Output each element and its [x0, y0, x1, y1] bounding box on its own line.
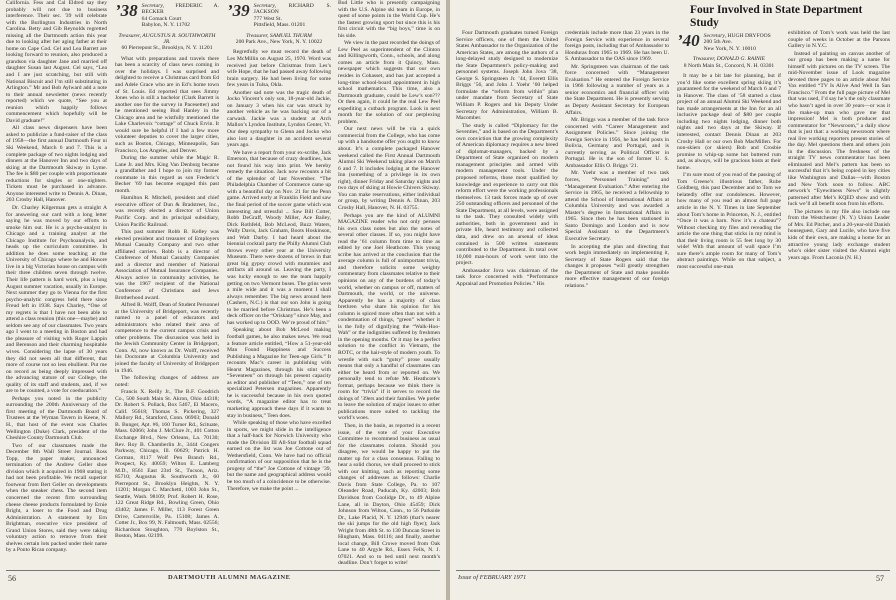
paragraph: The study is called “Diplomacy for the Seventies,” and is based on the Department’s own conviction that the growing complexity of American diplomacy requires a new breed of diplomat-managers, backed by a Department of State organized on modern management principles and armed with modern management tools. Under the proposed reforms, those most qualified by knowledge and experience to carry out this reform effort were the working professionals themselves. 13 task forces made up of over 250 outstanding officers and personnel of the State Department, at all levels, were assigned to the task. They consulted widely with authorities, both in government and in private life, heard testimony and collected data, and drew on an arsenal of ideas contained in 500 written statements contributed to the Department. In total over 10,000 man-hours of work went into the project.: [456, 122, 558, 267]
paragraph: Regretfully we must record the death of Les McMillin on August 25, 1970. Word was received just before Christmas from Les’s wife Hope, that he had passed away following brain surgery. He had been living for some few years in Tulsa, Okla.: [227, 49, 331, 89]
paragraph: The pictures in my file also include one from the Westchester (N. Y.) Union Leader of Mrs. Ed Pitcher, and a 20-year-old Danish houseguest, Gary and Lucile, who have five kids of their own, are making a home for an attractive young lady exchange student who’s older sister visited the Alumni eight years ago. From Laconia (N. H.): [788, 208, 890, 261]
secretary-info: Secretary, FREDERIC A. BECKER 64 Comack Court Babylon, N. Y. 11702: [141, 3, 219, 29]
class-header-40: [677, 33, 781, 52]
issue-date: Issue of FEBRUARY 1971: [458, 574, 527, 581]
page-number: 56: [8, 574, 16, 583]
paragraph: Ambassador Jova was chairman of the task force concerned with “Performance Appraisal and Promotion Policies.” His: [456, 267, 558, 287]
page-number: 57: [876, 574, 884, 583]
paragraph: Another sad note was the tragic death of Jocko Vincent’s only son, 18-year-old Jackie, on January 3 when his car was struck by another vehicle as he was backing out of a carwash. Jackie was a student at Arch Mallon’s Lyndon Institute, Lyndon Center, Vt. Our deep sympathy to Glenn and Jocko who also lost a daughter in an accident several years ago.: [227, 89, 331, 149]
paragraph: Dr. Charley Kilgerman gets a straight A for answering our card with a long letter saying he was moved by our efforts to smoke him out. He is a psycho-analyst in Chicago and a training analyst at the Chicago Institute for Psychoanalysis, and heads up the curriculum committee. In addition he does some teaching at the University of Chicago where he and Honore live in a big Victorian house on campus with their three children seven through twelve. Their life pattern is hard work, plus a long August summer vacation, usually in Europe. Next summer they go to Vienna for the first psycho-analytic congress held there since Freud left in 1938. Says Charley, “One of my regrets is that I have not been able to attend a class reunion (this one—maybe) and seldom see any of our classmates. Two years ago I went to a meeting in Boston and had the pleasure of visiting with Roger Lappin and Berenson and their charming hospitable wives. Considering the lapse of 30 years they did not seem all that different, that more of course not so less ebullient. Put me on record as being deeply impressed with the advancing stature of our College, the quality of its staff and students, and, if we are to be counted, a vote for coeducation.”: [6, 204, 107, 395]
paragraph: Mr. Briggs was a member of the task force concerned with “Career Management and Assignment Policies.” Since joining the Foreign Service in 1956, he has held posts in Bolivia, Germany and Portugal, and is currently serving as Political Officer in Portugal. He is the son of former U. S. Ambassador Ellis O. Briggs ’21.: [565, 117, 669, 169]
paragraph: Perhaps you are the kind of ALUMNI MAGAZINE reader who not only peruses his own class notes but also the notes of several other classes. If so, you might have read the ’61 column from time to time as edited by one Joel Heathcote. This young scribe has arrived at the conclusion that the average column is full of unimportant trivia, and therefore solicits some weighty commentary from classmates relative to their opinions on any of the burdens of today’s world, whether on campus or off, matters of Dartmouth, the world, or the universe. Apparently he has a majority of class brethren who share his opinion for his column is spiced more often than not with a condemnation of things, “green” whether it is the folly of dignifying the “Walk-Hoo-Wah” or the indignities suffered by freshmen in the opening months. Or it may be a perfect solution to the conflict in Vietnam, the ROTC, or the hair-style of modern youth. To wrestle with such “gutsy” prose usually means that only a handful of classmates can either be heard from or reported on. We personally tend to refute Mr. Heathcote’s format, perhaps because we think there is room for “trivia” if it serves to record the doings of ’39ers and their families. We prefer to leave the solution of major issues to other publications more suited to tackling the world’s woes.: [338, 212, 440, 422]
right-column-4: [788, 30, 890, 568]
treasurer-info: Treasurer, AUGUSTUS R. SOUTHWORTH JR. 60 Pierrepont St., Brooklyn, N. Y. 11201: [118, 32, 216, 52]
paragraph: Then, in the basin, as reported in a recent issue, of the vote of your Executive Committee to recommend business as usual for the classmates column. Should you disagree, we would be happy to put the matter up for a class consensus. Failing to hear a solid chorus, we shall proceed to stick with our knitting, such as reporting some changes of addresses as follows: Charlie Davis from State College, Pa. to 107 Oleander Road, Paducah, Ky. 42003; Bob Davidson from Coolidge Dr., to 49 Alpine Lane, all in Dayton, Ohio 45459; Dick Johnson from Wilton, Conn., to 56 Parkside Dr., Lake Placid, N. Y. 12946 (that’s nearer the ski jumps for the old high flyer); Jack Wright from 48th St. to 130 Duncan Street in Hingham, Mass. 04116; and finally, another local change, Bill Crowe moved from Oak Lane to 40 Argyle Rd., Essex Fells, N. J. 07021. And so to bed until next month’s deadline. Don’t forget to write!: [338, 423, 440, 567]
secretary-info: Secretary, HUGH DRYFOOS 200 5th Ave. New York, N. Y. 10010: [703, 33, 771, 52]
paragraph: Perhaps you noted in the publicity surrounding the 200th Anniversary of the first meeting of the Dartmouth Board of Trustees at the Wyman Tavern in Keene, N. H., that host of the event was Charles Wellington (Duke) Clark, president of the Cheshire County Dartmouth Club.: [6, 395, 107, 442]
magazine-name: DARTMOUTH ALUMNI MAGAZINE: [168, 574, 291, 581]
paragraph: During the summer while the Magic R. Lane Jr. and Mrs. King Van Denburg became a grandfather and I hope to join my former roommate in this regard as son Frederic’s Becker ’69 has become engaged this past month.: [115, 155, 219, 194]
class-year: ’40: [677, 31, 700, 50]
paragraph: Instead of painting on canvas another of our group has been making a name for himself with pictures on the TV screen. The mid-November issue of Look magazine devoted three pages to an article about Mel Vax entitled “TV Is Alive And Well In San Francisco.” From the full page picture of Mel that was used, I’d say he’s the only classmate who hasn’t aged in over 30 years—or was it the make-up man who gave me that impression! Mel is both producer and commentator for “Newsroom,” a daily show that is just that: a working newsroom where real live working reporters present stories of the day. Mel questions them and others join in the discussion. The freshness of the straight TV news commentator has been eliminated and Mel’s pattern has been so successful that it’s being copied in key cities like Washington and Dallas—with Boston and New York soon to follow. ABC network’s “Eyewitness News” is slightly patterned after Mel’s KQED show and with luck we’ll all benefit soon from his efforts.: [788, 50, 890, 208]
left-column-4: [338, 0, 440, 568]
right-page: [450, 0, 896, 600]
paragraph: What with preparations and travels there has been a scarcity of class news coming in over the holidays. I was surprised and delighted to receive a Christmas card from Ed and Adele Grace who are in Ed’s home town of St. Louis. Ed reported that sees Jimmy Jones who is still a bachelor (Clark Barrett is another one for the survey in Pacesetter) and he mentioned seeing Bud Hanley in the Chicago area and he wistfully mentioned the Lake Charlevoix “cottage” of Chuck Ervin. It would sure be helpful if I had a few more volunteer deputies to cover the larger cities, such as Boston, Chicago, Minneapolis, San Francisco, Los Angeles, and Denver.: [115, 55, 219, 154]
paragraph: I’m sure most of you read of the passing of Tom Greene’s illustrious father, Rube Goldberg, this past December and to Tom we belatedly offer our condolences. However, how many of you read an almost full page article in the N. Y. Times in late September about Tom’s home in Princeton, N. J., entitled “Once it was a barn. Now it’s a chateau”? Without checking my files and rereading the article the one thing that sticks in my mind is that their living room is 55 feet long by 30 wide! With that amount of wall space I’m sure there’s ample room for many of Tom’s abstract paintings. While on that subject, a most successful one-man: [677, 172, 781, 270]
paragraph: Alfred R. Wolff, Dean of Student Personnel at the University of Bridgeport, was recently named to a panel of educators and administrators who related their area of competence to the current campus crisis and other problems. The discussion was held in the Jewish Community Center in Bridgeport, Conn. Al, now known as Dr. Wolff, received his Doctorate at Columbia University and joined the faculty of University of Bridgeport in 1946.: [115, 302, 219, 374]
paragraph: This past summer Robb B. Kelley was elected president and treasurer of Employers Mutual Casualty Company and two other affiliated carriers. Robb is a director of Conference of Mutual Casualty Companies and a director and member of National Association of Mutual Insurance Companies. Always active in community activities, he was the 1967 recipient of the National Conference of Christians and Jews Brotherhood award.: [115, 229, 219, 301]
paragraph: Two of our classmates made the December 8th Wall Street Journal. Ross Topp, the paper maker, announced termination of the Andrew Geller shoe division which it acquired in 1968 stating it had not been profitable. We recall superior footwear from Bert Geller on developments when the sneaker chess. The second item concerned the recent firm surrounding cheese cheese products formulated by Ernie Bright, a loser to the Food and Drug Administration. A statement by Ern Brightman, executive vice president of Grand Union Stores, said they were taking voluntary action to remove from their shelves certain lots packed under their name by a Ponto Rican company.: [6, 442, 107, 554]
paragraph: All class news dispensers have been asked to publicize a fund-raiser of the class of 1958—the first annual Dartmouth Four ni Ski Weekend, March 6 and 7. This is a complete package of two nights lodging and dinners at the Hanover Inn and two days of skiing at the Dartmouth Skiway in Lyme. The fee is $80 per couple with proportionate reductions for singles or one-nighters. Tickets must be purchased in advance. Anyone interested write to Dennis A. Dinan, 203 Crosby Hall, Hanover.: [6, 125, 107, 204]
treasurer-info: Treasurer, DONALD G. RAINIE 8 North Main St., Concord, N. H. 03301: [683, 56, 775, 69]
class-year: ’39: [227, 1, 250, 20]
paragraph: Mr. Yoehr was a member of two task forces, “Personnel Training” and “Management Evaluation.” After entering the Service in 1965, he received a fellowship to attend the School of International Affairs at Columbia University and was awarded a Master’s degree in International Affairs in 1965. Since then he has been stationed in Santo Domingo and London and is now Special Assistant to the Department’s Executive Secretary.: [565, 170, 669, 242]
left-column-3: [227, 0, 331, 568]
paragraph: Bud Little who is presently campaigning with the U.S. Alpine ski team in Europe, in quest of some points in the World Cup. He’s the fastest growing sport but since this is his first circuit with the “big boys,” time is on his side.: [338, 0, 440, 39]
paragraph: credentials include more than 23 years in the Foreign Service with experience in several foreign posts, including that of Ambassador to Honduras from 1965 to 1969. He has been U. S. Ambassador to the OAS since 1969.: [565, 30, 669, 63]
paragraph: Four Dartmouth graduates turned Foreign Service officers, one of them the United States Ambassador to the Organization of the American States, are among the authors of a long-delayed study designed to modernize the State Department’s policy-making and personnel systems. Joseph John Jova ’38, George S. Springsteen Jr. ’44, Everett Ellis Briggs ’56, and John J. Yoehr ’60 helped formulate the “reform from within” plan under mandate from Secretary of State William P. Rogers and his Deputy Under Secretary for Administration, William B. Macomber.: [456, 30, 558, 122]
right-column-1: [456, 30, 558, 568]
paragraph: The following changes of address are noted:: [115, 375, 219, 388]
treasurer-info: Treasurer, SAMUEL THURM 200 Park Ave., New York, N. Y. 10022: [235, 32, 323, 46]
right-column-2: [565, 30, 669, 568]
left-column-2: [115, 0, 219, 568]
paragraph: While speaking of those who have excelled in sports, we might slide in the intelligence that a half-back for Norwich University who made the Division III All-Star football squad earned on the list was Joe Cottone out of Wethersfield, Conn. We have had no official confirmation of our supposition that he is the progeny of “the” Joe Cottone of vintage ’39, but the name and geographical address would be too much of a coincidence to be otherwise. Therefore, we make the point ...: [227, 420, 331, 492]
class-header-38: [115, 3, 219, 29]
footer-rule: [6, 570, 440, 571]
paragraph: We view in the past recorded the doings of Lew Peel as superintendent of the Clinton and Killingworth, Conn., schools, and along comes an article from it Quincy, Mass. newspaper which suggests that our own resides in Cohasset, and has just accepted a long-time school-board appointment in high school mathematics. This time, also a Dartmouth graduate, could be Lew’s son??? Or then again, it could be the real Lew Peel expediting a cutback program. Look in next month for the solution of our perplexing problem.: [338, 40, 440, 125]
paragraph: Hamilton R. Mitchell, president and chief executive officer of Dun & Bradstreet, Inc., was recently elected a director of Union Pacific Corp. and its principal subsidiary, Union Pacific Railroad.: [115, 195, 219, 228]
paragraph: We have a report from your ex-scribe, Jack Emerson, that because of crazy deadlines, has not found his way into print. We hereby remedy the situation. Jack now recounts a bit of the splendor of last November. “The Philadelphia Chamber of Commerce came up with a beautiful day on Nov. 21 for the Penn game. Arrived early at Franklin Field and saw the final period of the soccer game which was interesting and stressful ... Saw Bill Cotter, Robb DeGraff, Woody Miller, Ace Bailey, Dick Rothfeld, Bob McLeod, Buzz Waters, Wally Davis, Jack Graham, Boots Hoskinson, and Walt Darby. I had heard about the biennial cocktail party the Philly Alumni Club throws every other year at the University Museum. There were dozens of brews in that great big gypsy crowd with mummies and artifacts all around us. Leaving the party, I was lucky enough to see the team happily getting on two Vermont buses. The grins were a mile wide and it was a moment I shall always remember. The big news around here (Cashers, N.C.) is that our son John is going to be married before Christmas. He’s been a deck officer on the “Oriskany” since May, and has worked up to OOD. We’re proud of him.”: [227, 149, 331, 326]
paragraph: In accepting the plan and directing that work begin immediately on implementing it, Secretary of State Rogers said that the changes it proposes “will greatly strengthen the Department of State and make possible more effective management of our foreign relations.”: [565, 243, 669, 289]
article-headline: Four Involved in State Department Study: [690, 4, 863, 29]
paragraph: Francis X. Reilly Jr., The B.F. Goodrich Co., 500 South Main St. Akron, Ohio 44318; Dr. Robert S. Pollack, Box 5467, El Macero, Calif. 95618; Thomas S. Pickering, 327 Mallory Rd., Stamford, Conn. 06903; Donald B. Bunger, Apt. #6, 160 Turner Rd., Scituate, Mass. 02066; John J. McClure Jr., 401 Cotton Exchange Blvd., New Orleans, La. 70130; Rev. Roy B. Chamberlin Jr., 3444 Congers Parkway, Chicago, Ill. 60629; Patrick H. Gorman, 8117 Wolf Pen Branch Rd., Prospect, Ky. 40059; Wilton E. Lamberg M.D., 8561 East 23rd St., Tucson, Ariz. 85710; Augustus R. Southworth Jr., 60 Pierrepont St., Brooklyn Heights, N. Y. 11201; Morgan C. Marchetti, 1003 John St., Seattle, Wash. 98109; Prof. Robert H. Rose, 122 Great Ridge Rd., Bowling Green, Ohio 43402; James F. Miller, 113 Forest Green Drive, Cartersville, Pa. 15108; James A. Cotter Jr., Box 99, N. Falmouth, Mass. 02556; Richardson Stoughton, 770 Boylston St., Boston, Mass. 02199.: [115, 389, 219, 540]
footer-rule: [456, 570, 890, 571]
paragraph: Speaking about Bob McLeod making football games, he also makes news. We read a feature article entitled, “How a 51-year-old Man Found Happiness and Success Publishing a Magazine for Teen-age Girls.” It recounts Mac’s career in publishing with Hearst Magazines, through his stint with “Seventeen” on through his present capacity as editor and publisher of “Teen,” one of ten specialized Petersen magazines. Apparently he is successful because in his own quoted words, “A magazine editor has to treat marketing approach these days if it wants to stay in business,” Teen does.: [227, 327, 331, 419]
right-column-3: [677, 30, 781, 568]
left-page: [0, 0, 446, 600]
paragraph: California. Fess and Cal Eldred say they probably will not due to business interference. Their sec. '39 will celebrate with the Burlington Industries in North Carolina. Betty and Gib Reynolds regretted missing all the Dartmouth action this year due to looking after her aging father at their home on Cape Cod. Cel and Lea Barrett are looking forward to reunion, also produced a grandson via daughter Jane and married off daughter Susan last August. Cel says, “Lea and I are just scratching, but still with National Biscuit and I’m still substituting in Arlington.” Mr and Bob Aylward add a note to their annual newsletter (news recently reported) which we quote, “See you at reunion which happily follows commencement which hopefully will be David graduate!”: [6, 0, 107, 124]
class-year: ’38: [115, 1, 138, 20]
paragraph: exhibition of Tom’s work was held the last couple of weeks in October at the Parsons Gallery in N.Y.C.: [788, 30, 890, 50]
left-column-1: [6, 0, 107, 568]
class-header-39: [227, 3, 331, 29]
paragraph: Mr. Springsteen was chairman of the task force concerned with “Management Evaluation.” He entered the Foreign Service in 1966 following a number of years as a senior economics and financial officer with the State Department. He is presently serving as Deputy Assistant Secretary for European Affairs.: [565, 63, 669, 116]
paragraph: It may be a bit late for planning, but if you’d like some excellent spring skiing it’s guaranteed for the weekend of March 6 and 7 in Hanover. The class of ’58 started a class project of an annual Alumni Ski Weekend and has made arrangements at the Inn for an all inclusive package deal of $80 per couple including two nights lodging, dinner both nights and two days at the Skiway. If interested, contact Dennis Dinan at 203 Crosby Hall or our own Bob MacMillen. For non-skiers (or skiers) Bob and Crosbie promise to whip-up some hot buttered rum and, as always, will be gracious hosts at their home.: [677, 73, 781, 171]
secretary-info: Secretary, RICHARD S. JACKSON 777 West St. Pittsfield, Mass. 01201: [253, 3, 331, 29]
paragraph: Our next news will be via a quick commercial from the College, who has come up with a handsome offer you ought to know about. It’s a complete packaged Hanover weekend called the First Annual Dartmouth Alumni Ski Weekend taking place on March 6 and 7. It includes lodging at the Hanover Inn (something of a privilege in its own right), dinner Friday and Saturday nights and two days of skiing at Howie Chivers Skiway. You can make reservations, either individual or group, by writing Dennis A. Dinan, 203 Crosby Hall, Hanover, N. H. 03755.: [338, 126, 440, 211]
